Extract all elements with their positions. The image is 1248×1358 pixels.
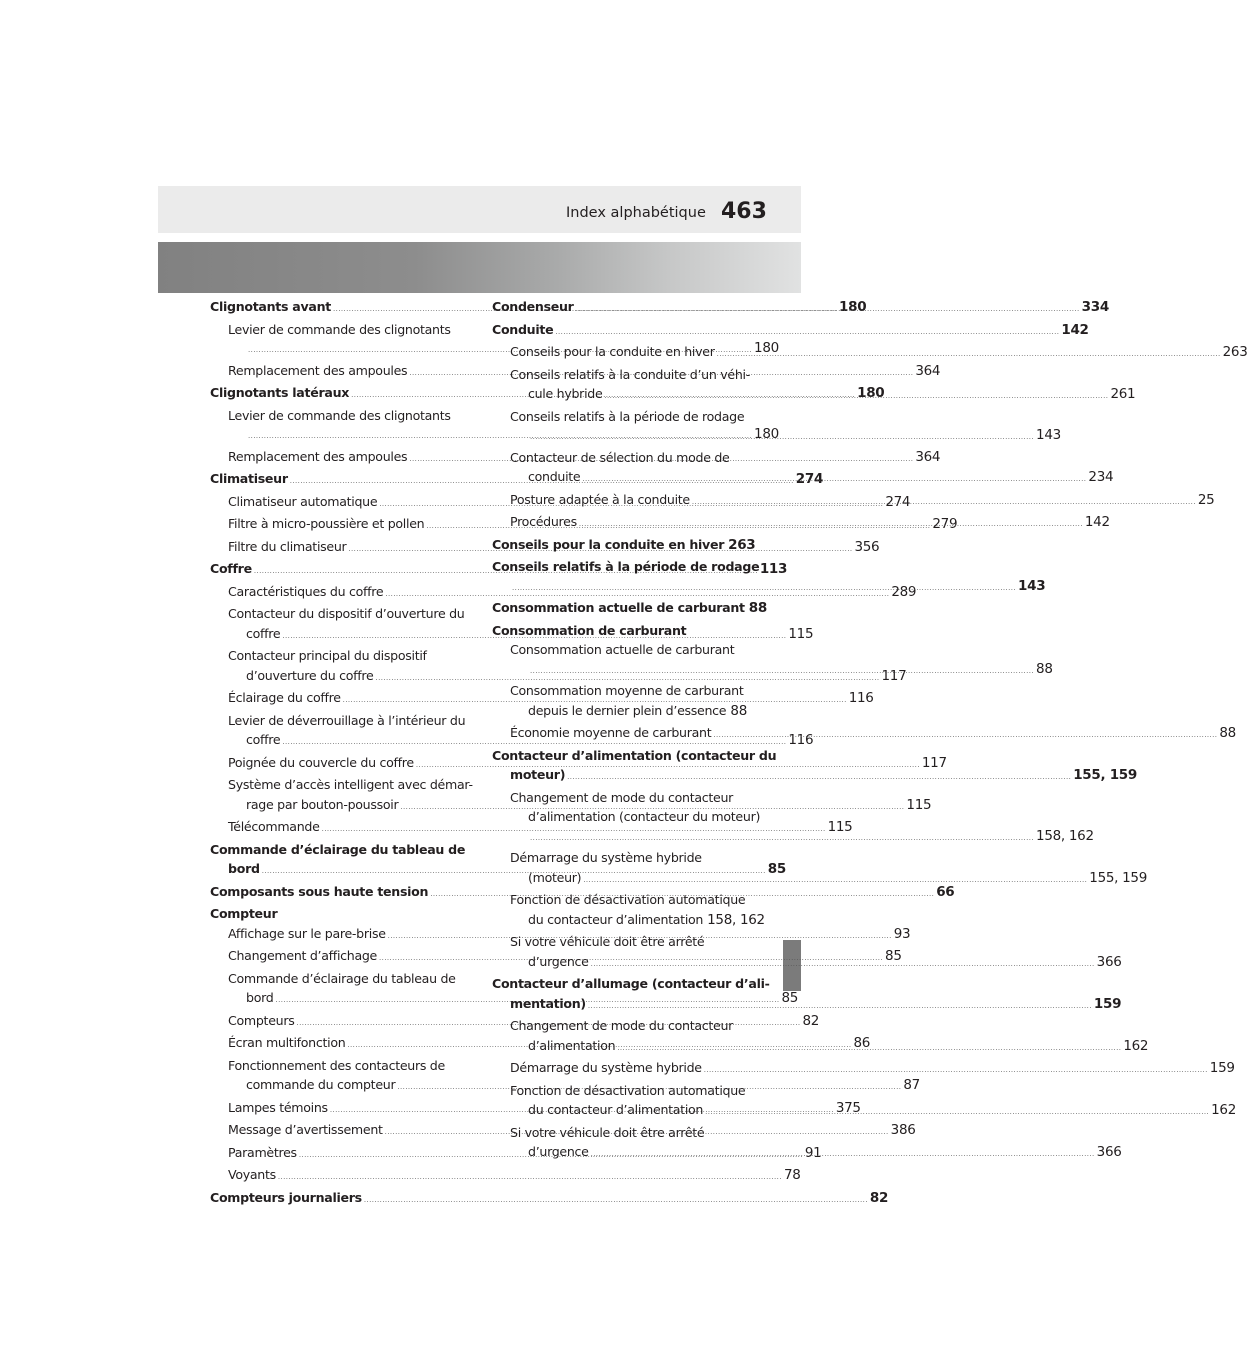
index-entry-text: Levier de commande des clignotants — [228, 407, 451, 423]
index-entry-text: Conseils relatifs à la conduite d’un véhi- — [510, 366, 750, 382]
index-entry-page[interactable]: 162 — [1211, 1102, 1237, 1118]
index-entry-text: Consommation moyenne de carburant — [510, 683, 744, 698]
index-entry-text: Coffre — [210, 561, 252, 576]
index-entry-page[interactable]: 366 — [1096, 1144, 1122, 1160]
dot-leader — [717, 345, 1221, 365]
index-entry — [492, 1016, 747, 1036]
index-entry-page[interactable]: 115 — [788, 625, 814, 642]
index-entry-text: Si votre véhicule doit être arrêté — [510, 934, 705, 949]
index-entry-text: Économie moyenne de carburant — [510, 725, 712, 740]
index-entry-text: Contacteur de sélection du mode de — [510, 449, 730, 465]
index-entry-text: depuis le dernier plein d’essence — [528, 702, 727, 718]
index-entry-page[interactable]: 263 — [728, 536, 756, 553]
index-entry-text: Système d’accès intelligent avec démar- — [228, 777, 473, 792]
index-entry-page[interactable]: 334 — [1081, 299, 1109, 315]
index-entry-text: Poignée du couvercle du coffre — [228, 754, 414, 770]
index-entry-text: Démarrage du système hybride — [510, 850, 702, 865]
index-entry — [210, 817, 853, 840]
dot-leader — [512, 579, 1016, 599]
index-entry-page[interactable]: 117 — [921, 754, 947, 771]
index-entry-page[interactable]: 274 — [795, 471, 824, 487]
index-entry-text: cule hybride — [528, 386, 603, 401]
index-entry-text: Si votre véhicule doit être arrêté — [510, 1124, 705, 1140]
index-entry-text: Écran multifonction — [228, 1035, 346, 1050]
dot-leader — [576, 300, 1080, 320]
index-entry-text: du contacteur d’alimentation — [528, 1102, 704, 1117]
dot-leader — [555, 323, 1059, 343]
index-entry-page[interactable]: 155, 159 — [1089, 869, 1147, 886]
index-entry-text: Changement de mode du contacteur — [510, 789, 734, 805]
index-entry-text: Clignotants avant — [210, 299, 331, 314]
index-entry — [492, 640, 747, 660]
index-entry-page[interactable]: 88 — [748, 600, 767, 616]
index-entry — [492, 621, 747, 641]
index-entry-text: Caractéristiques du coffre — [228, 583, 384, 599]
index-entry — [492, 932, 747, 952]
dot-leader — [591, 1145, 1095, 1165]
index-entry-page[interactable]: 82 — [869, 1189, 889, 1206]
index-entry-text: Filtre du climatiseur — [228, 538, 347, 554]
dot-leader — [588, 997, 1092, 1017]
index-entry — [210, 1188, 889, 1211]
index-entry-text: coffre — [246, 732, 281, 747]
index-entry-page[interactable]: 364 — [915, 448, 941, 465]
index-entry-page[interactable]: 88 — [1219, 725, 1236, 741]
index-entry-page[interactable]: 155, 159 — [1073, 767, 1137, 783]
index-entry-page[interactable]: 115 — [827, 819, 853, 835]
dot-leader — [583, 871, 1087, 891]
dot-leader — [364, 1191, 868, 1211]
dot-leader — [567, 768, 1071, 788]
index-entry-page[interactable]: 180 — [857, 385, 885, 401]
index-entry-text: Condenseur — [492, 299, 574, 314]
index-entry-page[interactable]: 159 — [1209, 1060, 1235, 1076]
index-entry — [210, 406, 465, 426]
index-entry-page[interactable]: 85 — [781, 990, 799, 1006]
index-entry-text: moteur) — [510, 767, 566, 782]
index-entry-text: rage par bouton-poussoir — [246, 796, 399, 812]
index-entry-text: (moteur) — [528, 869, 582, 885]
index-entry-page[interactable]: 356 — [854, 538, 880, 555]
index-entry-text: Remplacement des ampoules — [228, 362, 408, 378]
index-entry-text: Climatiseur — [210, 471, 288, 486]
index-entry-text: Contacteur principal du dispositif — [228, 648, 427, 663]
index-entry — [492, 1081, 747, 1101]
index-entry-page[interactable]: 180 — [754, 426, 779, 442]
index-entry-page[interactable]: 180 — [839, 299, 867, 315]
index-entry-text: Contacteur d’alimentation (contacteur du — [492, 747, 777, 763]
index-entry — [210, 646, 465, 666]
index-entry — [492, 598, 767, 621]
index-entry-text: Affichage sur le pare-brise — [228, 925, 386, 941]
index-entry-page[interactable]: 143 — [1036, 427, 1061, 443]
index-entry — [210, 711, 465, 731]
index-entry-text: Levier de commande des clignotants — [228, 321, 451, 337]
dot-leader — [579, 515, 1083, 535]
index-entry — [492, 848, 747, 868]
index-entry-text: Composants sous haute tension — [210, 883, 429, 899]
index-entry-text: Démarrage du système hybride — [510, 1060, 702, 1075]
index-entry-page[interactable]: 375 — [835, 1099, 861, 1116]
index-entry-text: Lampes témoins — [228, 1099, 328, 1115]
index-entry-text: Fonction de désactivation automatique — [510, 892, 746, 907]
index-entry-page[interactable]: 143 — [1018, 577, 1046, 594]
index-entry — [210, 320, 465, 340]
index-entry-text: Consommation actuelle de carburant — [510, 642, 735, 657]
dot-leader — [278, 1168, 782, 1188]
index-entry — [210, 840, 465, 860]
index-entry-text: mentation) — [510, 995, 586, 1011]
dot-leader — [692, 493, 1196, 513]
index-entry-text: Consommation actuelle de carburant — [492, 600, 745, 615]
index-entry-text: Compteurs journaliers — [210, 1189, 362, 1205]
dot-leader — [530, 829, 1034, 849]
section-title: Index alphabétique — [566, 205, 706, 221]
index-entry — [210, 604, 465, 624]
index-entry-text: Conseils relatifs à la période de rodage — [510, 408, 745, 424]
index-entry-text: Commande d’éclairage du tableau de — [210, 841, 466, 857]
index-entry-page[interactable]: 180 — [754, 340, 779, 356]
index-entry — [492, 365, 750, 385]
dot-leader — [713, 726, 1217, 746]
index-entry-page[interactable]: 116 — [788, 732, 814, 748]
index-entry-page[interactable]: 261 — [1110, 386, 1136, 402]
page-number: 463 — [721, 199, 767, 224]
index-entry-page[interactable]: 117 — [881, 667, 907, 684]
index-entry-page[interactable]: 82 — [802, 1012, 820, 1029]
index-entry — [492, 557, 760, 577]
dot-leader — [591, 955, 1095, 975]
index-entry-text: Consommation de carburant — [492, 622, 687, 638]
index-entry-text: Paramètres — [228, 1144, 297, 1160]
index-entry-text: Posture adaptée à la conduite — [510, 491, 690, 507]
index-entry-text: Compteurs — [228, 1012, 295, 1028]
index-entry-text: Conseils relatifs à la période de rodage — [492, 559, 760, 574]
index-entry-page[interactable]: 87 — [903, 1077, 920, 1093]
index-entry — [492, 1058, 1235, 1081]
index-entry-page[interactable]: 88 — [1036, 660, 1053, 677]
index-entry-text: Conseils pour la conduite en hiver — [492, 536, 725, 552]
index-entry-text: conduite — [528, 469, 581, 484]
index-entry — [492, 681, 747, 701]
index-entry — [492, 890, 747, 910]
index-entry — [492, 765, 1137, 788]
index-entry-text: Voyants — [228, 1167, 276, 1182]
index-entry-page[interactable]: 289 — [891, 583, 917, 600]
index-entry — [210, 425, 779, 447]
index-entry-text: Conduite — [492, 321, 554, 337]
index-entry-page[interactable]: 86 — [853, 1035, 871, 1051]
index-entry-text: Remplacement des ampoules — [228, 448, 408, 464]
index-entry-text: coffre — [246, 625, 281, 641]
index-entry-text: Fonction de désactivation automatique — [510, 1082, 746, 1098]
index-entry-page[interactable]: 274 — [885, 493, 911, 510]
index-entry-page[interactable]: 113 — [759, 561, 788, 577]
index-entry-page[interactable]: 115 — [906, 796, 932, 813]
index-entry-text: Changement de mode du contacteur — [510, 1018, 734, 1033]
index-entry-text: d’alimentation — [528, 1037, 616, 1053]
index-entry-text: Contacteur du dispositif d’ouverture du — [228, 606, 465, 621]
index-entry — [210, 666, 907, 689]
index-entry — [492, 974, 770, 994]
header-gradient-band — [158, 242, 801, 293]
index-entry-text: du contacteur d’alimentation — [528, 911, 704, 927]
index-entry-page[interactable]: 88 — [730, 702, 747, 719]
index-entry-page[interactable]: 158, 162 — [1036, 827, 1094, 844]
index-entry-page[interactable]: 386 — [890, 1122, 916, 1138]
index-entry-page[interactable]: 158, 162 — [707, 911, 765, 928]
index-entry-page[interactable]: 91 — [804, 1144, 822, 1161]
index-entry — [492, 1123, 747, 1143]
index-entry — [210, 582, 917, 605]
dot-leader — [705, 1103, 1209, 1123]
dot-leader — [530, 662, 1034, 682]
index-entry-page[interactable]: 142 — [1061, 321, 1089, 338]
index-entry-text: Levier de déverrouillage à l’intérieur du — [228, 712, 466, 728]
index-entry-page[interactable]: 25 — [1197, 491, 1215, 508]
index-entry-text: Climatiseur automatique — [228, 493, 378, 509]
index-entry-text: Contacteur d’allumage (contacteur d’ali- — [492, 976, 770, 991]
index-entry-page[interactable]: 263 — [1222, 344, 1248, 360]
index-entry — [492, 320, 1089, 343]
index-entry-text: Commande d’éclairage du tableau de — [228, 970, 456, 986]
index-entry-page[interactable]: 279 — [932, 516, 958, 532]
index-entry-text: Fonctionnement des contacteurs de — [228, 1057, 445, 1073]
index-entry-text: d’alimentation (contacteur du moteur) — [528, 809, 761, 824]
index-entry-text: Filtre à micro-poussière et pollen — [228, 516, 425, 531]
index-entry-page[interactable]: 66 — [936, 883, 955, 900]
index-entry-page[interactable]: 162 — [1123, 1037, 1149, 1054]
index-entry — [210, 1165, 801, 1188]
dot-leader — [582, 470, 1086, 490]
dot-leader — [704, 1061, 1208, 1081]
index-entry-text: Clignotants latéraux — [210, 385, 350, 400]
index-entry-page[interactable]: 234 — [1088, 469, 1114, 485]
index-entry-page[interactable]: 159 — [1093, 995, 1122, 1012]
index-entry-text: Compteur — [210, 906, 278, 921]
index-entry-text: Télécommande — [228, 819, 320, 834]
index-entry — [492, 407, 747, 427]
dot-leader — [604, 387, 1108, 407]
index-entry — [492, 788, 747, 808]
index-entry — [492, 448, 747, 468]
index-entry — [492, 535, 756, 558]
index-entry — [210, 1056, 465, 1076]
index-entry-text: Changement d’affichage — [228, 948, 378, 963]
index-entry-page[interactable]: 364 — [915, 362, 941, 379]
index-entry-page[interactable]: 85 — [767, 861, 786, 877]
index-entry — [492, 701, 747, 724]
index-entry-text: Éclairage du coffre — [228, 690, 341, 705]
index-entry-text: bord — [246, 990, 274, 1005]
index-entry-text: d’ouverture du coffre — [246, 667, 374, 683]
index-entry — [210, 775, 473, 795]
index-entry-text: d’urgence — [528, 1144, 589, 1159]
index-entry-page[interactable]: 85 — [885, 948, 902, 964]
index-entry-page[interactable]: 78 — [783, 1167, 801, 1183]
index-entry — [492, 746, 777, 766]
index-entry-page[interactable]: 116 — [848, 690, 874, 706]
index-entry-page[interactable]: 366 — [1096, 953, 1122, 970]
index-entry-page[interactable]: 93 — [893, 925, 911, 942]
index-entry-text: Conseils pour la conduite en hiver — [510, 344, 715, 359]
index-entry-text: commande du compteur — [246, 1077, 396, 1092]
dot-leader — [530, 428, 1034, 448]
index-entry-text: Message d’avertissement — [228, 1122, 383, 1137]
index-entry — [492, 807, 761, 827]
index-entry-text: d’urgence — [528, 953, 589, 969]
index-entry-page[interactable]: 142 — [1084, 514, 1110, 530]
index-entry — [210, 969, 465, 989]
index-entry-text: bord — [228, 861, 260, 876]
index-entry — [210, 904, 465, 924]
dot-leader — [617, 1039, 1121, 1059]
index-entry — [492, 910, 765, 933]
index-entry-text: Procédures — [510, 514, 577, 529]
